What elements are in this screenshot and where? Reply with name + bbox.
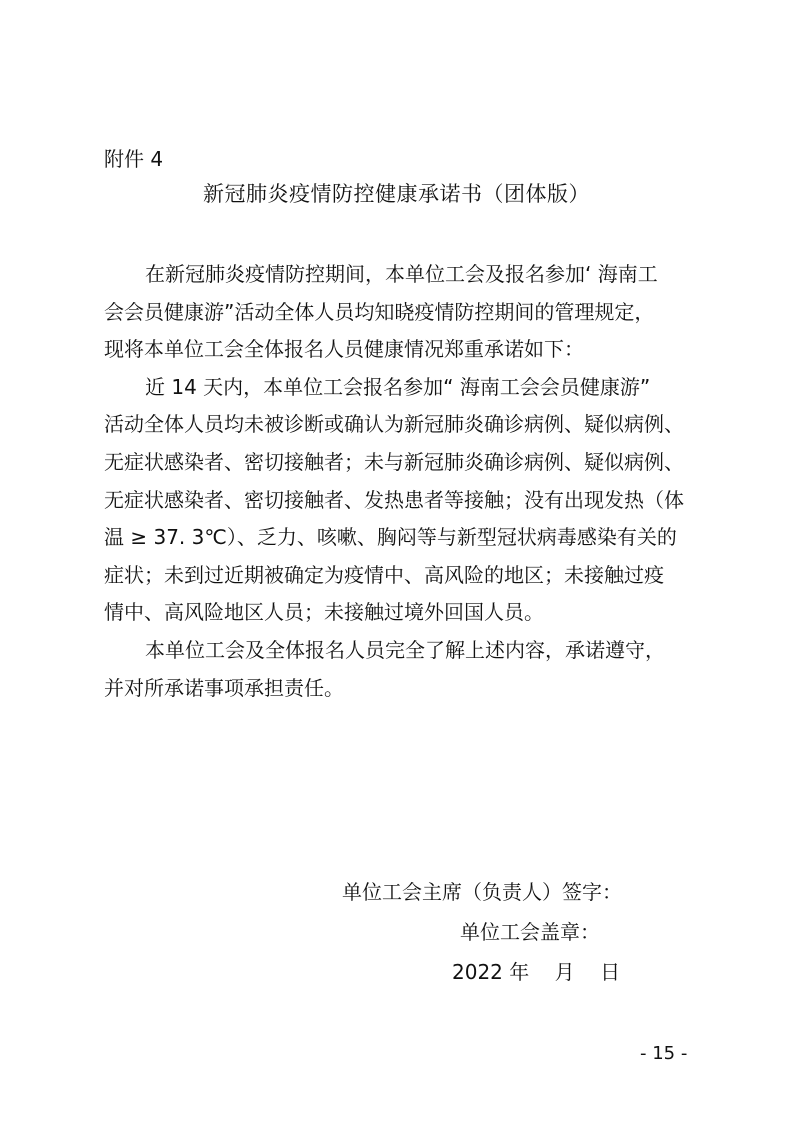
paragraph-2-line: 情中、高风险地区人员；未接触过境外回国人员。: [104, 600, 544, 625]
paragraph-2-line: 无症状感染者、密切接触者；未与新冠肺炎确诊病例、疑似病例、: [104, 449, 684, 474]
signature-date: 2022 年 月 日: [452, 960, 621, 984]
paragraph-2-line: 症状；未到过近期被确定为疫情中、高风险的地区；未接触过疫: [104, 562, 664, 587]
paragraph-1-line: 现将本单位工会全体报名人员健康情况郑重承诺如下：: [104, 337, 584, 362]
paragraph-3-line: 并对所承诺事项承担责任。: [104, 675, 344, 700]
paragraph-1-line: 会会员健康游”活动全体人员均知晓疫情防控期间的管理规定，: [104, 299, 655, 324]
document-body: [104, 256, 704, 707]
page-number: - 15 -: [640, 1043, 688, 1064]
paragraph-2-line: 温 ≥ 37. 3℃）、乏力、咳嗽、胸闷等与新型冠状病毒感染有关的: [104, 525, 677, 550]
paragraph-1-line: 在新冠肺炎疫情防控期间，本单位工会及报名参加‘ 海南工: [145, 262, 658, 286]
chair-signature-label: 单位工会主席（负责人）签字：: [342, 880, 622, 904]
union-seal-label: 单位工会盖章：: [460, 920, 600, 944]
paragraph-3-line: 本单位工会及全体报名人员完全了解上述内容，承诺遵守，: [145, 637, 665, 662]
paragraph-2-line: 无症状感染者、密切接触者、发热患者等接触；没有出现发热（体: [104, 487, 684, 512]
paragraph-2-line: 近 14 天内，本单位工会报名参加“ 海南工会会员健康游”: [145, 374, 651, 399]
document-title: 新冠肺炎疫情防控健康承诺书（团体版）: [203, 182, 590, 206]
paragraph-2-line: 活动全体人员均未被诊断或确认为新冠肺炎确诊病例、疑似病例、: [104, 412, 684, 437]
attachment-label: 附件 4: [104, 147, 164, 171]
